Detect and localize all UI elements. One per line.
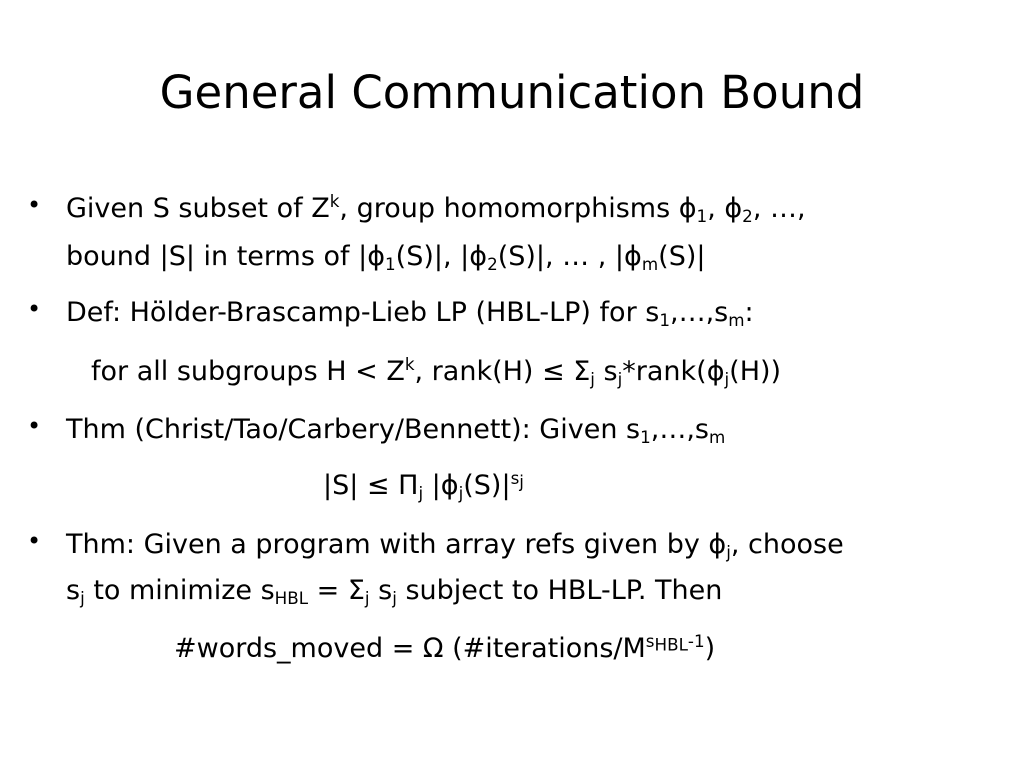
bullet-2-line-1: Def: Hölder-Brascamp-Lieb LP (HBL-LP) for $s_1,\dots,s_m$: <box>66 297 754 331</box>
bullet-point: • <box>27 191 42 219</box>
bullet-3-formula: $|S| \le \Pi_j$ $|\phi_j(S)|^{s_j}$ <box>323 467 524 504</box>
bullet-3-line-1: Thm (Christ/Tao/Carbery/Bennett): Given $s_1,\dots,s_m$ <box>66 414 726 448</box>
bullet-1-line-2: bound |S| in terms of $|\phi_1(S)|$, $|\phi_2(S)|$, … , $|\phi_m(S)|$ <box>66 241 706 275</box>
bullet-point: • <box>27 412 42 440</box>
bullet-2-line-2: for all subgroups $H < Z^k$, rank(H) ≤ $\Sigma_j$ $s_j*rank(\phi_j(H))$ <box>91 353 782 390</box>
bullet-4-formula: #words_moved = Ω $(\#iterations/M^{s_{HBL}-1})$ <box>174 630 716 664</box>
bullet-point: • <box>27 527 42 555</box>
slide-title: General Communication Bound <box>159 66 865 119</box>
bullet-point: • <box>27 295 42 323</box>
bullet-1-line-1: Given S subset of $Z^k$, group homomorphisms $\phi_1$, $\phi_2$, …, <box>66 190 806 227</box>
bullet-4-line-2: $s_j$ to minimize $s_{HBL} = \Sigma_j$ $s_j$ subject to HBL-LP. Then <box>66 575 723 609</box>
bullet-4-line-1: Thm: Given a program with array refs given by $\phi_j$, choose <box>66 529 844 563</box>
